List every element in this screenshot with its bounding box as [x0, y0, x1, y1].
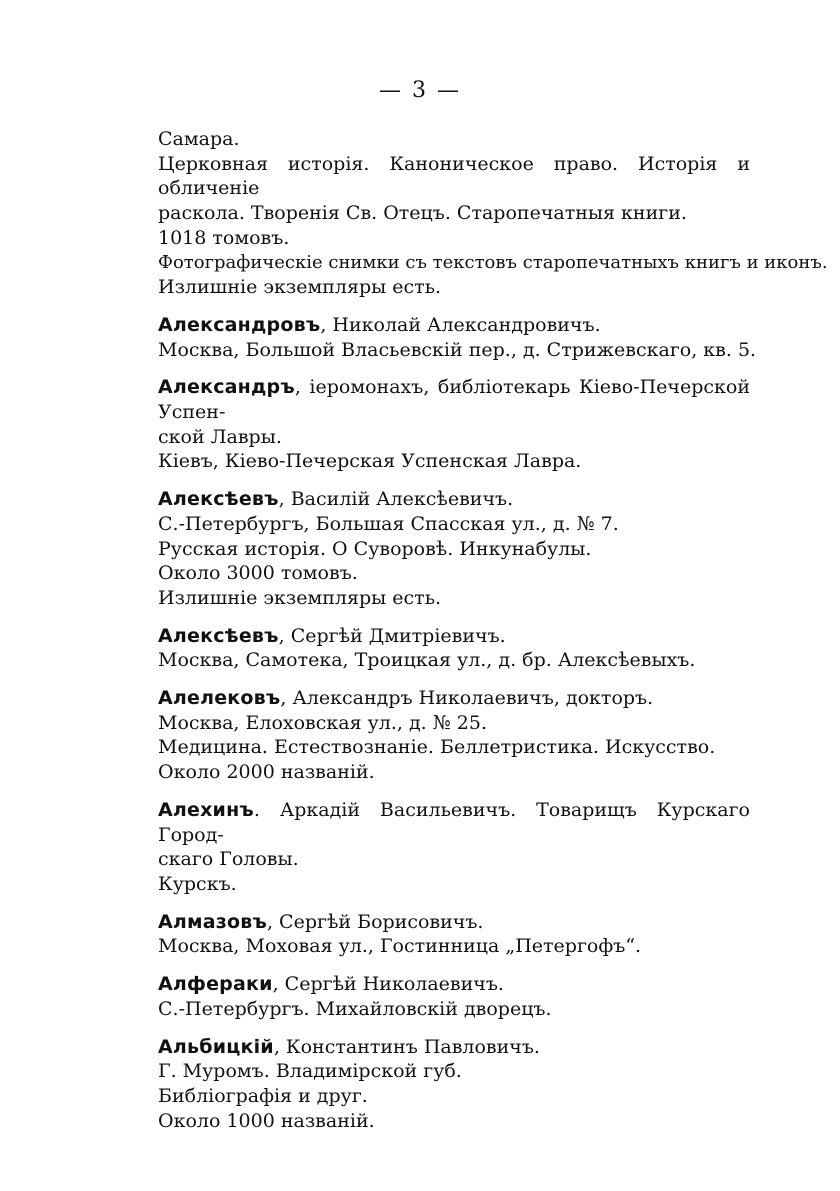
entry-details: , Сергѣй Николаевичъ.: [272, 973, 504, 996]
entry-name: Александръ: [158, 376, 295, 399]
entry-name: Альбицкій: [158, 1035, 274, 1058]
entry-line: Москва, Самотека, Троицкая ул., д. бр. Алексѣевыхъ.: [158, 649, 696, 672]
directory-entry: [158, 487, 750, 611]
directory-entry: [158, 910, 750, 959]
intro-line: Фотографическіе снимки съ текстовъ старопечатныхъ книгъ и иконъ.: [158, 251, 828, 273]
intro-line: Самара.: [158, 128, 240, 150]
entry-line: С.-Петербургъ, Большая Спасская ул., д. № 7.: [158, 512, 619, 535]
entry-details: , Сергѣй Борисовичъ.: [266, 910, 484, 933]
entry-name: Алмазовъ: [158, 910, 267, 933]
entry-line: Излишніе экземпляры есть.: [158, 586, 442, 609]
directory-entry: [158, 375, 750, 474]
entry-line: Москва, Моховая ул., Гостинница „Петергофъ“.: [158, 935, 642, 958]
entry-line: Кіевъ, Кіево-Печерская Успенская Лавра.: [158, 450, 582, 473]
entry-line: Библіографія и друг.: [158, 1084, 368, 1107]
entry-line: Около 2000 названій.: [158, 761, 375, 784]
intro-line: 1018 томовъ.: [158, 226, 290, 249]
intro-line: Церковная исторія. Каноническое право. Исторія и обличеніе: [158, 152, 750, 200]
entry-details: , іеромонахъ, библіотекарь Кіево-Печерской Успен-: [158, 376, 750, 424]
page-content: [158, 127, 828, 1133]
entry-name: Алфераки: [158, 973, 273, 996]
intro-line: раскола. Творенія Св. Отецъ. Старопечатныя книги.: [158, 202, 687, 225]
entry-line: Около 3000 томовъ.: [158, 562, 358, 585]
entry-details: , Константинъ Павловичъ.: [273, 1035, 540, 1058]
entry-line: Около 1000 названій.: [158, 1109, 375, 1132]
entry-line: Курскъ.: [158, 872, 237, 895]
entry-name: Алексѣевъ: [158, 488, 279, 511]
entry-line: С.-Петербургъ. Михайловскій дворецъ.: [158, 997, 552, 1020]
directory-entry: [158, 798, 750, 897]
entry-line: Русская исторія. О Суворовѣ. Инкунабулы.: [158, 537, 592, 560]
directory-entry: [158, 972, 750, 1021]
entry-line: Медицина. Естествознаніе. Беллетристика. Искусство.: [158, 736, 716, 759]
page-number: — 3 —: [379, 78, 461, 103]
entry-details: , Николай Александровичъ.: [320, 313, 601, 336]
directory-entry: [158, 1035, 750, 1134]
entry-line: Москва, Елоховская ул., д. № 25.: [158, 711, 487, 734]
entry-name: Алелековъ: [158, 687, 281, 710]
entry-name: Алехинъ: [158, 798, 254, 821]
entry-details: . Аркадій Васильевичъ. Товарищъ Курскаго Город-: [158, 798, 750, 846]
entry-line: ской Лавры.: [158, 425, 282, 448]
entry-details: , Александръ Николаевичъ, докторъ.: [280, 687, 654, 710]
entry-name: Алексѣевъ: [158, 624, 279, 647]
directory-entry: [158, 624, 750, 673]
entry-name: Александровъ: [158, 313, 321, 336]
entry-details: , Василій Алексѣевичъ.: [278, 488, 514, 511]
intro-block: [158, 127, 828, 300]
entry-line: Г. Муромъ. Владимірской губ.: [158, 1060, 462, 1083]
entry-line: скаго Головы.: [158, 848, 299, 871]
directory-entry: [158, 313, 757, 362]
entry-details: , Сергѣй Дмитріевичъ.: [278, 624, 506, 647]
directory-entry: [158, 686, 750, 785]
entry-line: Москва, Большой Власьевскій пер., д. Стрижевскаго, кв. 5.: [158, 338, 757, 361]
intro-line: Излишніе экземпляры есть.: [158, 276, 442, 299]
